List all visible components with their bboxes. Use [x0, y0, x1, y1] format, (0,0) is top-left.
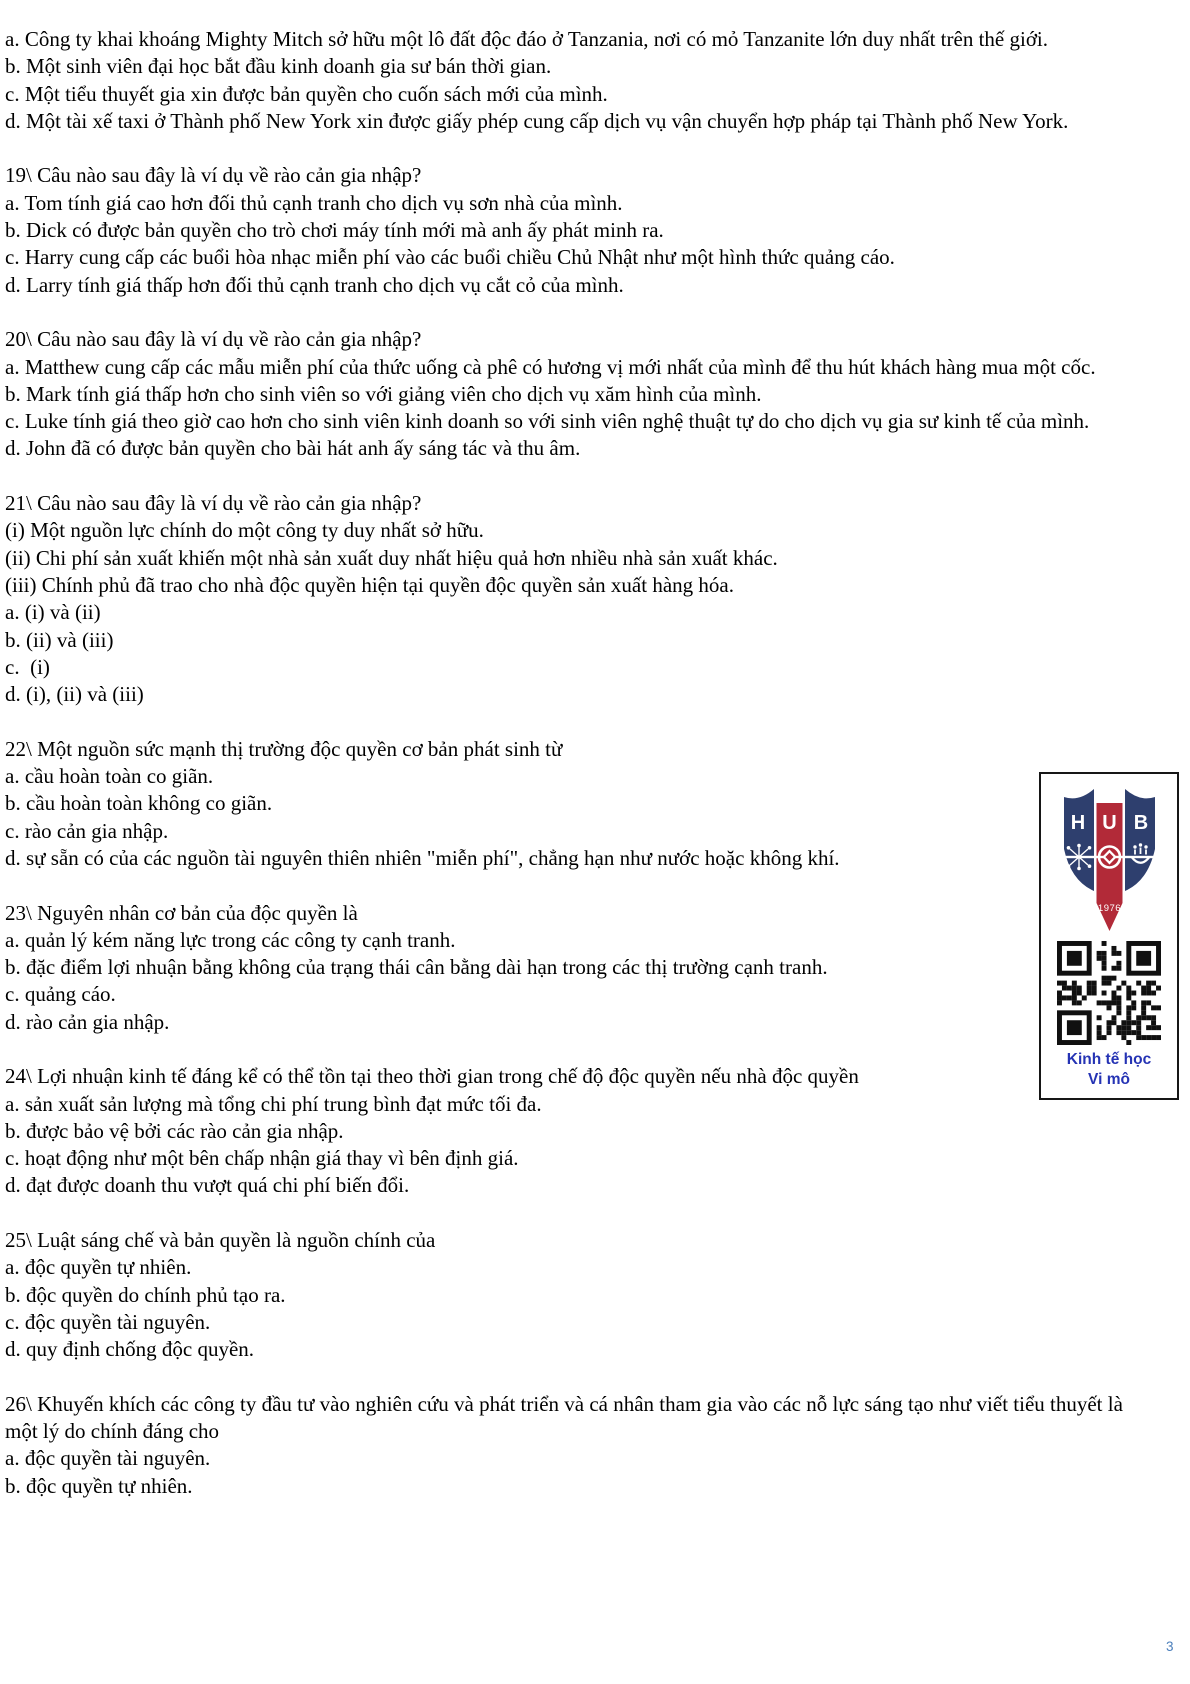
answer-option: c. Luke tính giá theo giờ cao hơn cho sinh viên kinh doanh so với sinh viên nghệ thuật tự do cho dịch vụ gia sư kinh tế của mình. — [5, 409, 1090, 434]
answer-option: b. Dick có được bản quyền cho trò chơi máy tính mới mà anh ấy phát minh ra. — [5, 218, 664, 243]
page-number: 3 — [1166, 1639, 1174, 1654]
answer-option: b. được bảo vệ bởi các rào cản gia nhập. — [5, 1118, 344, 1143]
answer-option: b. (ii) và (iii) — [5, 627, 114, 652]
answer-option: a. Matthew cung cấp các mẫu miễn phí của thức uống cà phê có hương vị mới nhất của mình để thu hút khách hàng mua một cốc. — [5, 354, 1096, 379]
answer-option: a. độc quyền tự nhiên. — [5, 1255, 192, 1280]
answer-option: d. (i), (ii) và (iii) — [5, 682, 144, 707]
brand-caption-line2: Vi mô — [1088, 1071, 1130, 1088]
university-brand-box — [1039, 772, 1179, 1100]
answer-option: d. quy định chống độc quyền. — [5, 1337, 255, 1362]
answer-option: d. John đã có được bản quyền cho bài hát anh ấy sáng tác và thu âm. — [5, 436, 581, 461]
roman-item: (ii) Chi phí sản xuất khiến một nhà sản xuất duy nhất hiệu quả hơn nhiều nhà sản xuất khác. — [5, 545, 778, 570]
question-block-25 — [5, 1227, 1160, 1363]
answer-option: b. đặc điểm lợi nhuận bằng không của trạng thái cân bằng dài hạn trong các thị trường cạnh tranh. — [5, 955, 828, 980]
question-block-24 — [5, 1063, 1160, 1199]
question-block-21 — [5, 490, 1160, 708]
answer-option: b. độc quyền do chính phủ tạo ra. — [5, 1282, 286, 1307]
question-stem: 24\ Lợi nhuận kinh tế đáng kể có thể tồn tại theo thời gian trong chế độ độc quyền nếu nhà độc quyền — [5, 1064, 859, 1089]
hub-logo-icon — [1061, 785, 1158, 935]
answer-option: b. Một sinh viên đại học bắt đầu kinh doanh gia sư bán thời gian. — [5, 54, 552, 79]
question-block-23 — [5, 900, 1160, 1036]
roman-item: (i) Một nguồn lực chính do một công ty duy nhất sở hữu. — [5, 518, 484, 543]
answer-option: d. rào cản gia nhập. — [5, 1009, 170, 1034]
question-stem: 22\ Một nguồn sức mạnh thị trường độc quyền cơ bản phát sinh từ — [5, 736, 563, 761]
answer-option: a. cầu hoàn toàn co giãn. — [5, 764, 214, 789]
answer-option: d. sự sẵn có của các nguồn tài nguyên thiên nhiên "miễn phí", chẳng hạn như nước hoặc không khí. — [5, 845, 840, 870]
answer-option: b. cầu hoàn toàn không co giãn. — [5, 791, 273, 816]
logo-letter-b: B — [1133, 812, 1148, 834]
question-stem: 23\ Nguyên nhân cơ bản của độc quyền là — [5, 900, 358, 925]
question-stem: 26\ Khuyến khích các công ty đầu tư vào nghiên cứu và phát triển và cá nhân tham gia vào các nỗ lực sáng tạo như viết tiểu thuyết là một lý do chính đáng cho — [5, 1391, 1129, 1444]
answer-option: c. quảng cáo. — [5, 982, 116, 1007]
answer-option: a. quản lý kém năng lực trong các công ty cạnh tranh. — [5, 927, 456, 952]
question-stem: 20\ Câu nào sau đây là ví dụ về rào cản gia nhập? — [5, 327, 422, 352]
answer-option: c. độc quyền tài nguyên. — [5, 1309, 211, 1334]
qr-code-image — [1057, 941, 1161, 1045]
question-block-26 — [5, 1391, 1160, 1500]
logo-letter-u: U — [1101, 812, 1117, 834]
answer-option: b. Mark tính giá thấp hơn cho sinh viên so với giảng viên cho dịch vụ xăm hình của mình. — [5, 381, 762, 406]
answer-option: c. rào cản gia nhập. — [5, 818, 169, 843]
answer-option: a. (i) và (ii) — [5, 600, 101, 625]
logo-letter-h: H — [1070, 812, 1085, 834]
answer-option: b. độc quyền tự nhiên. — [5, 1473, 193, 1498]
question-block-22 — [5, 736, 1160, 872]
answer-option: c. Harry cung cấp các buổi hòa nhạc miễn phí vào các buổi chiều Chủ Nhật như một hình thức quảng cáo. — [5, 245, 895, 270]
question-list — [5, 26, 1160, 1527]
answer-option: c. (i) — [5, 654, 50, 679]
answer-option: c. hoạt động như một bên chấp nhận giá thay vì bên định giá. — [5, 1146, 519, 1171]
answer-option: d. Một tài xế taxi ở Thành phố New York xin được giấy phép cung cấp dịch vụ vận chuyển hợp pháp tại Thành phố New York. — [5, 108, 1069, 133]
answer-option: a. sản xuất sản lượng mà tổng chi phí trung bình đạt mức tối đa. — [5, 1091, 542, 1116]
answer-option: c. Một tiểu thuyết gia xin được bản quyền cho cuốn sách mới của mình. — [5, 81, 608, 106]
brand-caption — [1067, 1050, 1151, 1090]
question-stem: 25\ Luật sáng chế và bản quyền là nguồn chính của — [5, 1228, 436, 1253]
question-stem: 19\ Câu nào sau đây là ví dụ về rào cản gia nhập? — [5, 163, 422, 188]
brand-caption-line1: Kinh tế học — [1066, 1051, 1152, 1068]
answer-option: a. Tom tính giá cao hơn đối thủ cạnh tranh cho dịch vụ sơn nhà của mình. — [5, 190, 623, 215]
logo-year: 1976 — [1097, 903, 1121, 914]
answer-option: d. Larry tính giá thấp hơn đối thủ cạnh tranh cho dịch vụ cắt cỏ của mình. — [5, 272, 624, 297]
answer-option: a. Công ty khai khoáng Mighty Mitch sở hữu một lô đất độc đáo ở Tanzania, nơi có mỏ Tanzanite lớn duy nhất trên thế giới. — [5, 27, 1049, 51]
answer-option: a. độc quyền tài nguyên. — [5, 1446, 211, 1471]
roman-item: (iii) Chính phủ đã trao cho nhà độc quyền hiện tại quyền độc quyền sản xuất hàng hóa. — [5, 572, 734, 597]
question-block-18-continuation — [5, 26, 1160, 135]
question-block-20 — [5, 326, 1160, 462]
question-stem: 21\ Câu nào sau đây là ví dụ về rào cản gia nhập? — [5, 491, 422, 516]
answer-option: d. đạt được doanh thu vượt quá chi phí biến đổi. — [5, 1173, 410, 1198]
question-block-19 — [5, 162, 1160, 298]
